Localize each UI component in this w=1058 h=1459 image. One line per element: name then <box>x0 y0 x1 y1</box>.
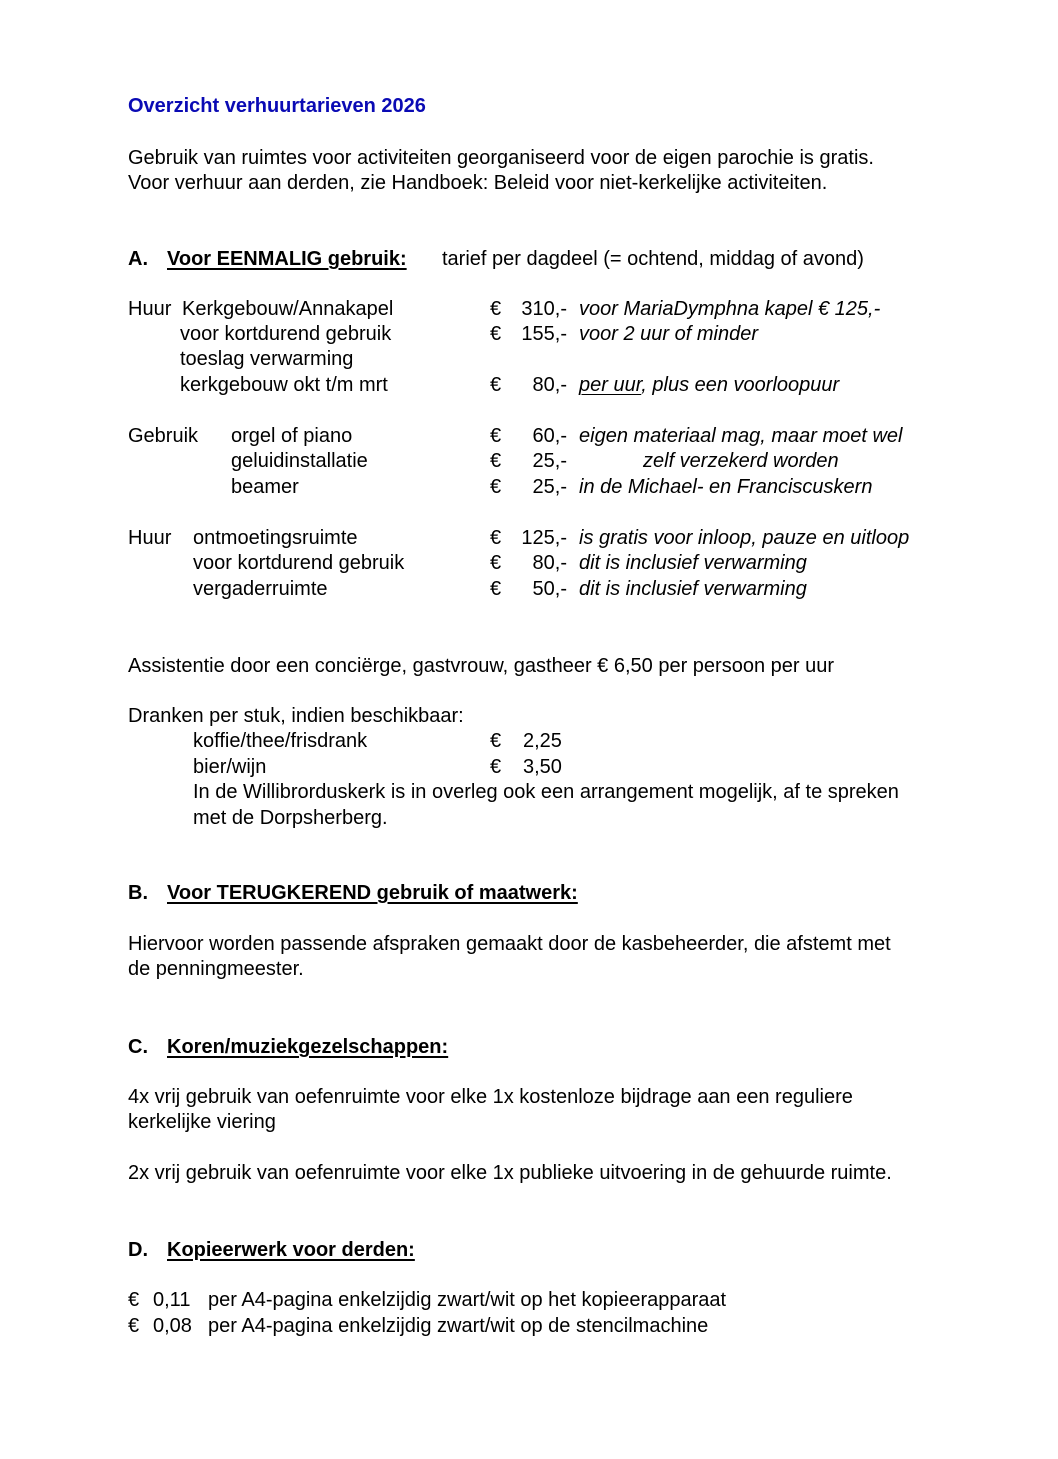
section-c-heading: Koren/muziekgezelschappen: <box>167 1036 449 1058</box>
currency-symbol: € <box>490 323 502 345</box>
rate-note: eigen materiaal mag, maar moet wel <box>579 425 903 447</box>
rate-amount: 310,- <box>521 298 567 320</box>
currency-symbol: € <box>490 374 502 396</box>
currency-symbol: € <box>490 756 502 778</box>
rate-note: in de Michael- en Franciscuskern <box>579 476 873 498</box>
section-c-line: 2x vrij gebruik van oefenruimte voor elke 1x publieke uitvoering in de gehuurde ruimte. <box>128 1162 892 1184</box>
rate-note: dit is inclusief verwarming <box>579 552 807 574</box>
section-c-letter: C. <box>128 1036 148 1058</box>
rate-amount: 25,- <box>532 476 567 498</box>
drinks-note-line: met de Dorpsherberg. <box>193 807 388 829</box>
currency-symbol: € <box>490 450 502 472</box>
section-d-letter: D. <box>128 1239 148 1261</box>
rate-item: kerkgebouw okt t/m mrt <box>180 374 388 396</box>
currency-symbol: € <box>490 527 502 549</box>
copy-description: per A4-pagina enkelzijdig zwart/wit op het kopieerapparaat <box>208 1289 727 1311</box>
drink-item: bier/wijn <box>193 756 267 778</box>
currency-symbol: € <box>128 1289 140 1311</box>
rate-item: geluidinstallatie <box>231 450 368 472</box>
currency-symbol: € <box>490 425 502 447</box>
section-c-line: kerkelijke viering <box>128 1111 276 1133</box>
rate-item: toeslag verwarming <box>180 348 354 370</box>
currency-symbol: € <box>490 298 502 320</box>
rate-note: voor 2 uur of minder <box>579 323 758 345</box>
currency-symbol: € <box>490 578 502 600</box>
rate-note <box>579 373 839 398</box>
drink-item: koffie/thee/frisdrank <box>193 730 368 752</box>
rate-item: voor kortdurend gebruik <box>193 552 405 574</box>
group-label: Huur <box>128 298 172 320</box>
rate-item: Kerkgebouw/Annakapel <box>182 298 394 320</box>
rate-amount: 25,- <box>532 450 567 472</box>
copy-price: 0,11 <box>153 1289 191 1311</box>
currency-symbol: € <box>490 552 502 574</box>
intro-line: Voor verhuur aan derden, zie Handboek: Beleid voor niet-kerkelijke activiteiten. <box>128 172 828 194</box>
rate-note-rest: , plus een voorloopuur <box>641 374 840 396</box>
page-title: Overzicht verhuurtarieven 2026 <box>128 95 426 117</box>
rate-item: vergaderruimte <box>193 578 328 600</box>
section-b-heading: Voor TERUGKEREND gebruik of maatwerk: <box>167 882 578 904</box>
rate-amount: 80,- <box>532 552 567 574</box>
rate-amount: 155,- <box>521 323 567 345</box>
currency-symbol: € <box>128 1315 140 1337</box>
rate-amount: 80,- <box>532 374 567 396</box>
copy-description: per A4-pagina enkelzijdig zwart/wit op de stencilmachine <box>208 1315 709 1337</box>
rate-amount: 60,- <box>532 425 567 447</box>
section-b-line: Hiervoor worden passende afspraken gemaakt door de kasbeheerder, die afstemt met <box>128 933 891 955</box>
assistance-rate: Assistentie door een conciërge, gastvrouw, gastheer € 6,50 per persoon per uur <box>128 655 834 677</box>
section-a-subtitle: tarief per dagdeel (= ochtend, middag of avond) <box>442 248 864 270</box>
section-b-line: de penningmeester. <box>128 958 304 980</box>
drinks-heading: Dranken per stuk, indien beschikbaar: <box>128 705 464 727</box>
rate-item: ontmoetingsruimte <box>193 527 358 549</box>
rate-note: voor MariaDymphna kapel € 125,- <box>579 298 881 320</box>
rate-item: beamer <box>231 476 299 498</box>
section-a-heading: Voor EENMALIG gebruik: <box>167 248 407 270</box>
rate-amount: 50,- <box>532 578 567 600</box>
group-label: Huur <box>128 527 172 549</box>
drinks-note-line: In de Willibrorduskerk is in overleg ook een arrangement mogelijk, af te spreken <box>193 781 899 803</box>
rate-amount: 125,- <box>521 527 567 549</box>
rate-note: is gratis voor inloop, pauze en uitloop <box>579 527 910 549</box>
section-c-line: 4x vrij gebruik van oefenruimte voor elke 1x kostenloze bijdrage aan een reguliere <box>128 1086 853 1108</box>
rate-item: voor kortdurend gebruik <box>180 323 392 345</box>
rate-note: dit is inclusief verwarming <box>579 578 807 600</box>
currency-symbol: € <box>490 476 502 498</box>
copy-price: 0,08 <box>153 1315 192 1337</box>
section-b-letter: B. <box>128 882 148 904</box>
rate-note: zelf verzekerd worden <box>643 450 839 472</box>
section-a-letter: A. <box>128 248 148 270</box>
group-label: Gebruik <box>128 425 199 447</box>
intro-line: Gebruik van ruimtes voor activiteiten georganiseerd voor de eigen parochie is gratis. <box>128 147 874 169</box>
currency-symbol: € <box>490 730 502 752</box>
rate-note-underlined: per uur <box>579 374 642 396</box>
drink-price: 2,25 <box>523 730 562 752</box>
drink-price: 3,50 <box>523 756 562 778</box>
section-d-heading: Kopieerwerk voor derden: <box>167 1239 415 1261</box>
rate-item: orgel of piano <box>231 425 353 447</box>
